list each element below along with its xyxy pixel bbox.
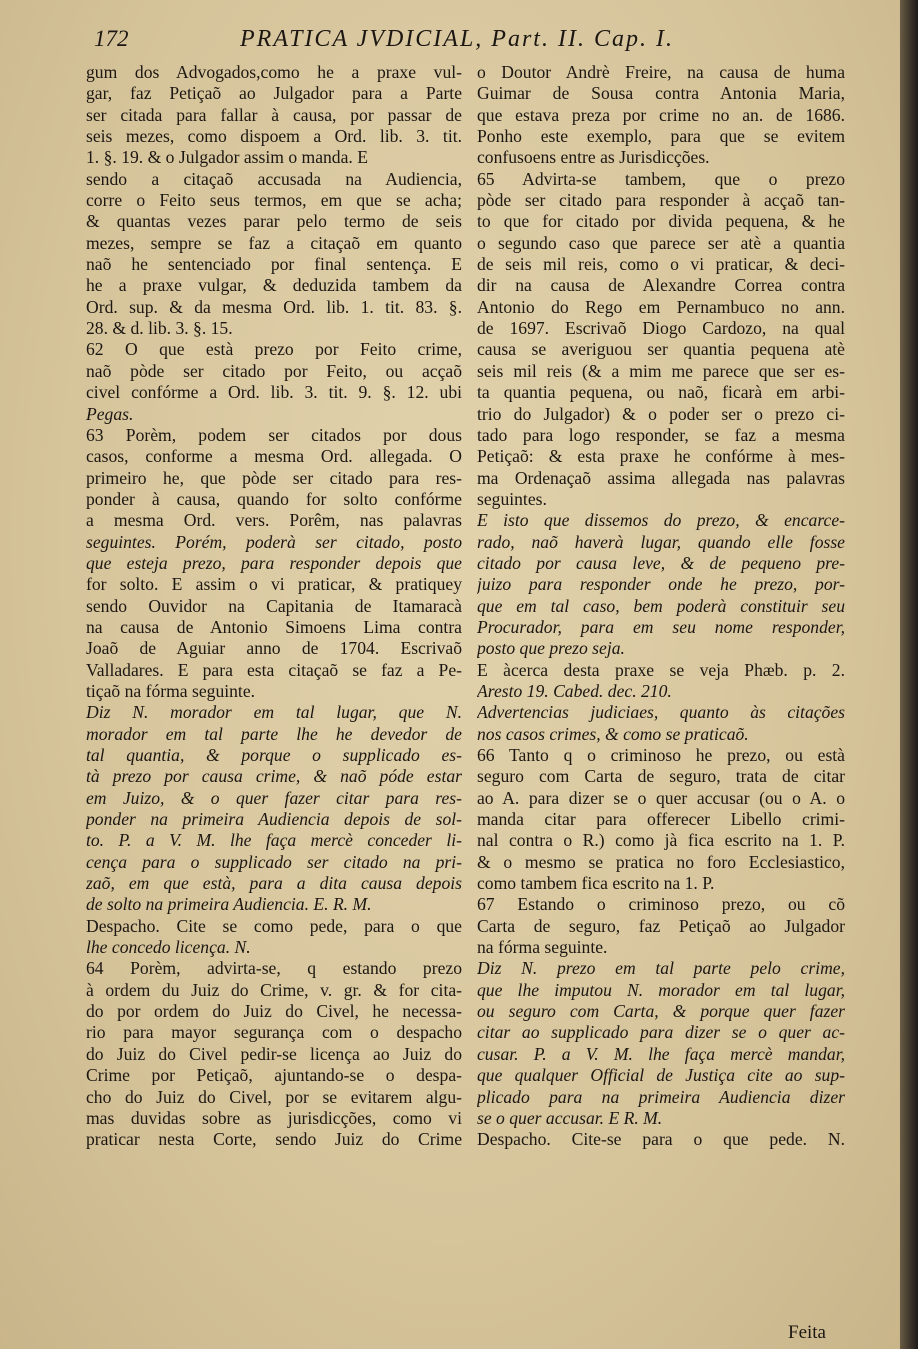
text-line: praticar nesta Corte, sendo Juiz do Crime [86, 1129, 462, 1150]
text-line: seguro com Carta de seguro, trata de citar [477, 766, 845, 787]
running-title: PRATICA JVDICIAL, Part. II. Cap. I. [240, 26, 674, 52]
text-line: & quantas vezes parar pelo termo de seis [86, 211, 462, 232]
page-number: 172 [94, 26, 129, 51]
text-line: a mesma Ord. vers. Porêm, nas palavras [86, 510, 462, 531]
text-line: Diz N. prezo em tal parte pelo crime, [477, 958, 845, 979]
text-line: sendo Ouvidor na Capitania de Itamaracà [86, 595, 462, 616]
text-line: 28. & d. lib. 3. §. 15. [86, 318, 233, 339]
text-line: cusar. P. a V. M. lhe faça mercè mandar, [477, 1043, 845, 1064]
text-line: zaõ, em que està, para a dita causa depois [86, 873, 462, 894]
text-line: 62 O que està prezo por Feito crime, [86, 339, 462, 360]
text-line: citado por causa leve, & de pequeno pre- [477, 552, 845, 573]
text-line: 1. §. 19. & o Julgador assim o manda. E [86, 147, 368, 168]
text-line: Crime por Petiçaõ, ajuntando-se o despa- [86, 1065, 462, 1086]
text-line: gum dos Advogados,como he a praxe vul- [86, 62, 462, 82]
text-line: Ord. sup. & da mesma Ord. lib. 1. tit. 83. §. [86, 296, 462, 317]
text-line: rado, naõ haverà lugar, quando elle fosse [477, 531, 845, 552]
text-line: Ponho este exemplo, para que se evitem [477, 126, 845, 147]
text-line: confusoens entre as Jurisdicções. [477, 147, 710, 168]
catchword: Feita [788, 1322, 826, 1343]
left-column [86, 62, 462, 1151]
text-line: que estava preza por crime no an. de 1686. [477, 104, 845, 125]
text-line: ma Ordenaçaõ assima allegada nas palavras [477, 467, 845, 488]
text-line: tal quantia, & porque o supplicado es- [86, 745, 462, 765]
text-line: Aresto 19. Cabed. dec. 210. [477, 680, 672, 701]
text-line: E isto que dissemos do prezo, & encarce- [477, 510, 845, 531]
text-line: posto que prezo seja. [477, 638, 625, 659]
text-line: em Juizo, & o quer fazer citar para res- [86, 787, 462, 808]
text-line: ou seguro com Carta, & porque quer fazer [477, 1001, 845, 1022]
text-line: casos, conforme a mesma Ord. allegada. O [86, 446, 462, 467]
text-line: sendo a citaçaõ accusada na Audiencia, [86, 168, 462, 189]
text-line: de solto na primeira Audiencia. E. R. M. [86, 894, 372, 915]
text-line: cença para o supplicado ser citado na pri- [86, 851, 462, 872]
text-line: do Juiz do Civel pedir-se licença ao Juiz do [86, 1043, 462, 1064]
text-line: o Doutor Andrè Freire, na causa de huma [477, 62, 845, 82]
text-line: que qualquer Official de Justiça cite ao sup- [477, 1065, 845, 1086]
text-line: tiçaõ na fórma seguinte. [86, 680, 256, 701]
text-line: que em tal caso, bem poderà constituir seu [477, 595, 845, 616]
text-line: ser citada para fallar à causa, por passar de [86, 104, 462, 125]
text-line: Pegas. [86, 403, 134, 424]
text-line: Guimar de Sousa contra Antonia Maria, [477, 83, 845, 104]
text-line: gar, faz Petiçaõ ao Julgador para a Parte [86, 83, 462, 104]
text-line: trio do Julgador) & o poder ser o prezo ci- [477, 403, 845, 424]
text-line: corre o Feito seus termos, em que se acha; [86, 190, 462, 211]
text-line: manda citar para offerecer Libello crimi- [477, 809, 845, 830]
text-line: Despacho. Cite se como pede, para o que [86, 915, 462, 936]
text-line: he a praxe vulgar, & deduzida tambem da [86, 275, 462, 296]
text-line: 64 Porèm, advirta-se, q estando prezo [86, 958, 462, 979]
text-line: tà prezo por causa crime, & naõ póde estar [86, 766, 462, 787]
text-line: seguintes. [477, 488, 547, 509]
page-edge [900, 0, 918, 1349]
text-line: na fórma seguinte. [477, 937, 608, 958]
text-line: mas duvidas sobre as jurisdicções, como vi [86, 1107, 462, 1128]
text-line: to. P. a V. M. lhe faça mercè conceder li- [86, 830, 462, 851]
text-line: do por ordem do Juiz do Civel, he necessa- [86, 1001, 462, 1022]
text-line: cho do Juiz do Civel, por se evitarem algu- [86, 1086, 462, 1107]
text-line: & o mesmo se pratica no foro Ecclesiastico, [477, 851, 845, 872]
text-line: Valladares. E para esta citaçaõ se faz a Pe- [86, 659, 462, 680]
text-line: 67 Estando o criminoso prezo, ou cõ [477, 894, 845, 915]
text-line: se o quer accusar. E R. M. [477, 1107, 663, 1128]
text-line: tado para logo responder, se faz a mesma [477, 424, 845, 445]
text-line: mezes, sempre se faz a citaçaõ em quanto [86, 232, 462, 253]
text-line: naõ he sentenciado por final sentença. E [86, 254, 462, 275]
text-line: de seis mil reis, como o vi praticar, & deci- [477, 254, 845, 275]
text-line: dir na causa de Alexandre Correa contra [477, 275, 845, 296]
text-line: seguintes. Porém, poderà ser citado, posto [86, 531, 462, 552]
text-line: 65 Advirta-se tambem, que o prezo [477, 168, 845, 189]
text-line: causa se averiguou ser quantia pequena atè [477, 339, 845, 360]
right-column [477, 62, 845, 1151]
text-line: rio para mayor segurança com o despacho [86, 1022, 462, 1043]
text-line: Diz N. morador em tal lugar, que N. [86, 702, 462, 723]
text-line: ponder na primeira Audiencia depois de sol- [86, 809, 462, 830]
text-line: à ordem du Juiz do Crime, v. gr. & for cita- [86, 979, 462, 1000]
text-line: Antonio do Rego em Pernambuco no ann. [477, 296, 845, 317]
text-line: for solto. E assim o vi praticar, & pratiquey [86, 574, 462, 595]
text-line: E àcerca desta praxe se veja Phæb. p. 2. [477, 659, 845, 680]
text-line: citar ao supplicado para dizer se o quer ac- [477, 1022, 845, 1043]
text-line: primeiro he, que pòde ser citado para res- [86, 467, 462, 488]
text-line: 63 Porèm, podem ser citados por dous [86, 424, 462, 445]
text-line: Petiçaõ: & esta praxe he confórme à mes- [477, 446, 845, 467]
text-line: que lhe imputou N. morador em tal lugar, [477, 979, 845, 1000]
text-line: nal contra o R.) como jà fica escrito na 1. P. [477, 830, 845, 851]
text-line: que esteja prezo, para responder depois que [86, 552, 462, 573]
text-line: como tambem fica escrito na 1. P. [477, 873, 715, 894]
text-line: seis mezes, como dispoem a Ord. lib. 3. tit. [86, 126, 462, 147]
text-line: Carta de seguro, faz Petiçaõ ao Julgador [477, 915, 845, 936]
text-line: ponder à causa, quando for solto confórme [86, 488, 462, 509]
text-line: Joaõ de Aguiar anno de 1704. Escrivaõ [86, 638, 462, 659]
text-line: nos casos crimes, & como se praticaõ. [477, 723, 749, 744]
text-line: juizo para responder onde he prezo, por- [477, 574, 845, 595]
text-line: naõ pòde ser citado por Feito, ou acçaõ [86, 360, 462, 381]
text-line: o segundo caso que parece ser atè a quantia [477, 232, 845, 253]
text-line: Advertencias judiciaes, quanto às citações [477, 702, 845, 723]
text-line: civel confórme a Ord. lib. 3. tit. 9. §. 12. ubi [86, 382, 462, 403]
text-line: ao A. para dizer se o quer accusar (ou o A. o [477, 787, 845, 808]
text-line: Procurador, para em seu nome responder, [477, 616, 845, 637]
text-line: morador em tal parte lhe he devedor de [86, 723, 462, 744]
text-line: to que for citado por divida pequena, & he [477, 211, 845, 232]
text-line: seis mil reis (& a mim me parece que ser es- [477, 360, 845, 381]
text-line: 66 Tanto q o criminoso he prezo, ou està [477, 745, 845, 765]
text-line: lhe concedo licença. N. [86, 937, 251, 958]
text-line: Despacho. Cite-se para o que pede. N. [477, 1129, 845, 1150]
text-line: plicado para na primeira Audiencia dizer [477, 1086, 845, 1107]
text-line: pòde ser citado para responder à acçaõ tan- [477, 190, 845, 211]
text-line: ta quantia pequena, ou naõ, ficarà em arbi- [477, 382, 845, 403]
text-line: na causa de Antonio Simoens Lima contra [86, 616, 462, 637]
text-line: de 1697. Escrivaõ Diogo Cardozo, na qual [477, 318, 845, 339]
